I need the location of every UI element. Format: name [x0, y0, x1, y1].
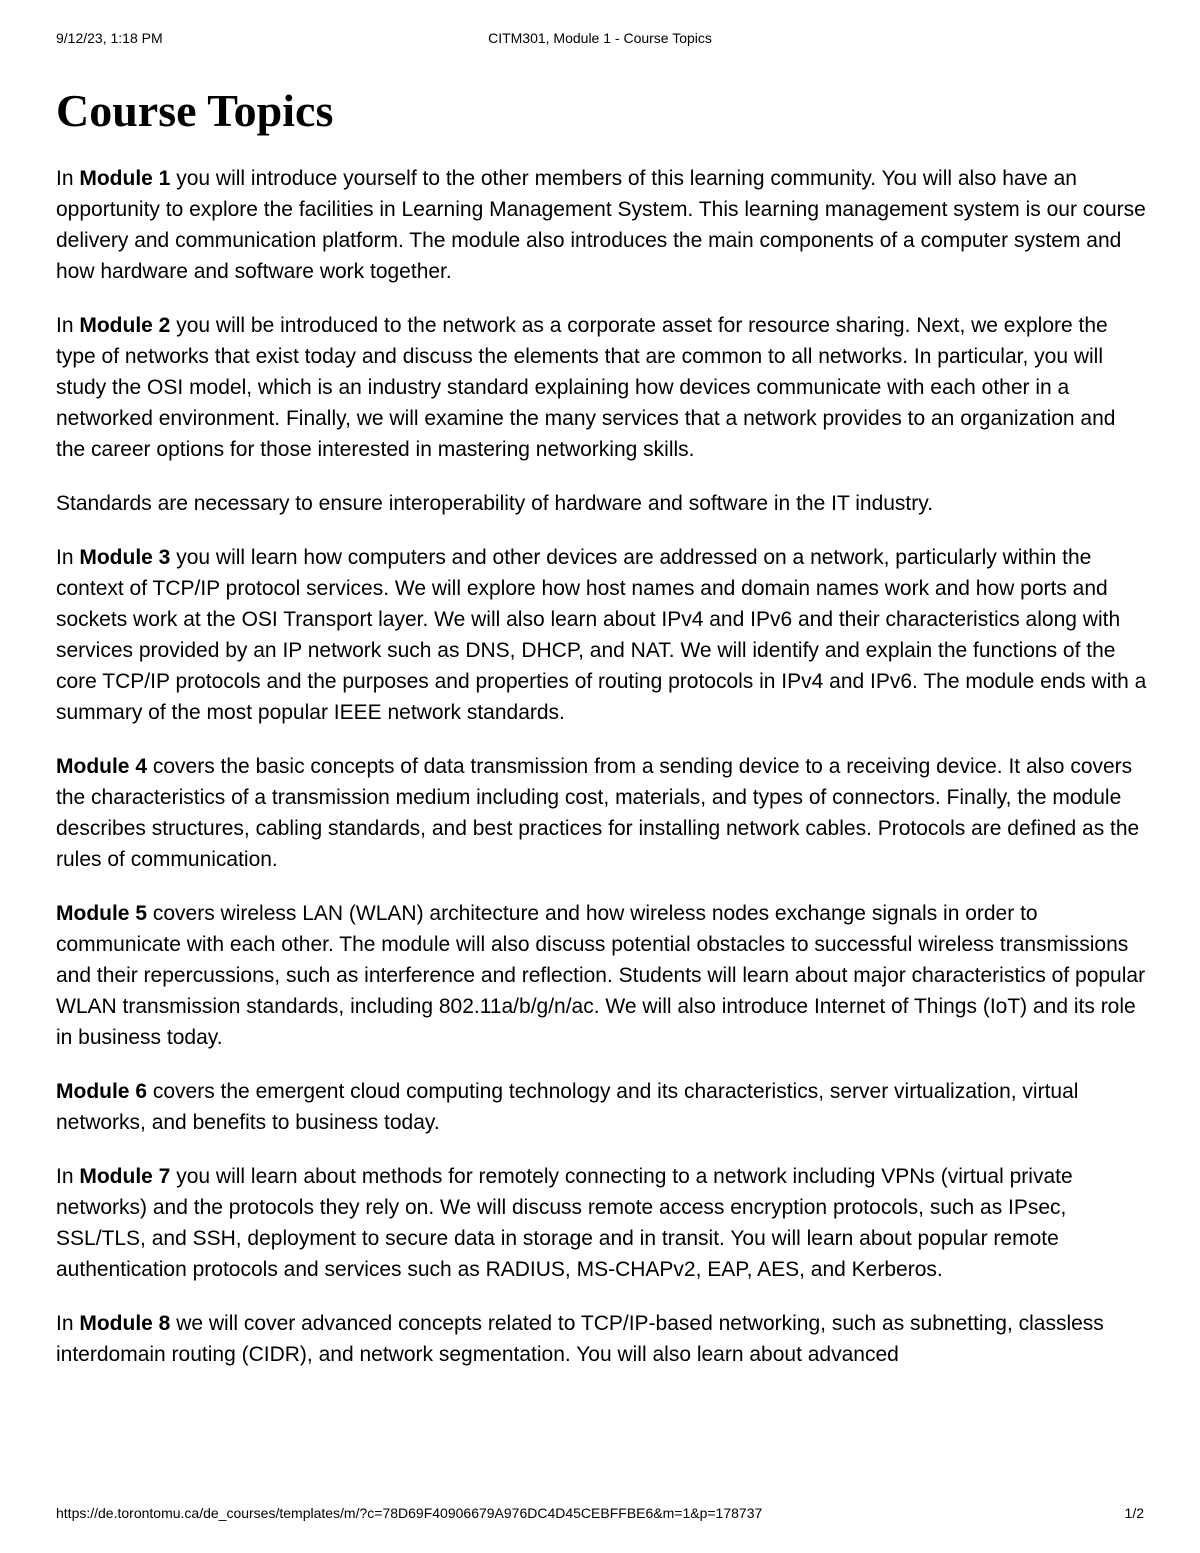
module-label: Module 7: [79, 1165, 171, 1188]
paragraph-text: you will learn how computers and other devices are addressed on a network, particularly within the context of TCP/IP protocol services. We will explore how host names and domain names work and how ports and sockets work at the OSI Transport layer. We will also learn about IPv4 and IPv6 and their characteristics along with services provided by an IP network such as DNS, DHCP, and NAT. We will identify and explain the functions of the core TCP/IP protocols and the purposes and properties of routing protocols in IPv4 and IPv6. The module ends with a summary of the most popular IEEE network standards.: [56, 546, 1147, 724]
paragraph-text: you will be introduced to the network as a corporate asset for resource sharing. Next, we explore the type of networks that exist today and discuss the elements that are common to all networks. In particular, you will study the OSI model, which is an industry standard explaining how devices communicate with each other in a networked environment. Finally, we will examine the many services that a network provides to an organization and the career options for those interested in mastering networking skills.: [56, 314, 1116, 461]
module-8-paragraph: [56, 1308, 1148, 1370]
module-3-paragraph: [56, 542, 1148, 728]
module-label: Module 1: [79, 167, 171, 190]
paragraph-text: covers the basic concepts of data transmission from a sending device to a receiving device. It also covers the characteristics of a transmission medium including cost, materials, and types of connectors. Finally, the module describes structures, cabling standards, and best practices for installing network cables. Protocols are defined as the rules of communication.: [56, 755, 1140, 871]
module-2-paragraph: [56, 310, 1148, 465]
module-5-paragraph: [56, 898, 1148, 1053]
module-6-paragraph: [56, 1076, 1148, 1138]
page-url: https://de.torontomu.ca/de_courses/templates/m/?c=78D69F40906679A976DC4D45CEBFFBE6&m=1&p=178737: [56, 1505, 763, 1521]
print-header: [56, 30, 1144, 50]
module-label: Module 3: [79, 546, 171, 569]
module-label: Module 2: [79, 314, 171, 337]
module-1-paragraph: [56, 163, 1148, 287]
module-label: Module 8: [79, 1312, 171, 1335]
page-number: 1/2: [1124, 1505, 1144, 1521]
paragraph-prefix: In: [56, 1165, 80, 1188]
paragraph-prefix: In: [56, 314, 80, 337]
paragraph-prefix: In: [56, 167, 80, 190]
module-7-paragraph: [56, 1161, 1148, 1285]
paragraph-text: covers wireless LAN (WLAN) architecture and how wireless nodes exchange signals in order to communicate with each other. The module will also discuss potential obstacles to successful wireless transmissions and their repercussions, such as interference and reflection. Students will learn about major characteristics of popular WLAN transmission standards, including 802.11a/b/g/n/ac. We will also introduce Internet of Things (IoT) and its role in business today.: [56, 902, 1146, 1049]
standards-paragraph: [56, 488, 1148, 519]
page-title: Course Topics: [56, 85, 334, 136]
print-document-title: CITM301, Module 1 - Course Topics: [488, 30, 712, 46]
module-label: Module 6: [56, 1080, 148, 1103]
paragraph-prefix: In: [56, 546, 80, 569]
print-footer: [56, 1505, 1144, 1525]
paragraph-text: covers the emergent cloud computing technology and its characteristics, server virtualization, virtual networks, and benefits to business today.: [56, 1080, 1079, 1134]
module-4-paragraph: [56, 751, 1148, 875]
paragraph-text: Standards are necessary to ensure interoperability of hardware and software in the IT industry.: [56, 492, 934, 515]
module-label: Module 4: [56, 755, 148, 778]
module-label: Module 5: [56, 902, 148, 925]
paragraph-text: we will cover advanced concepts related to TCP/IP-based networking, such as subnetting, classless interdomain routing (CIDR), and network segmentation. You will also learn about advanced: [56, 1312, 1104, 1366]
print-datetime: 9/12/23, 1:18 PM: [56, 30, 163, 46]
paragraph-text: you will introduce yourself to the other members of this learning community. You will also have an opportunity to explore the facilities in Learning Management System. This learning management system is our course delivery and communication platform. The module also introduces the main components of a computer system and how hardware and software work together.: [56, 167, 1146, 283]
paragraph-prefix: In: [56, 1312, 80, 1335]
course-topics-body: [56, 163, 1148, 1393]
paragraph-text: you will learn about methods for remotely connecting to a network including VPNs (virtual private networks) and the protocols they rely on. We will discuss remote access encryption protocols, such as IPsec, SSL/TLS, and SSH, deployment to secure data in storage and in transit. You will learn about popular remote authentication protocols and services such as RADIUS, MS-CHAPv2, EAP, AES, and Kerberos.: [56, 1165, 1073, 1281]
